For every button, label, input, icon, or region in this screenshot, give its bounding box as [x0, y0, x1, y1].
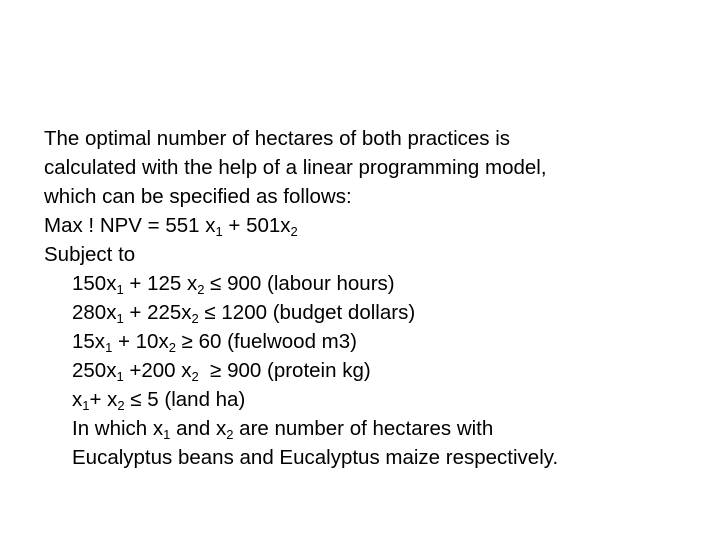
constraint-land	[44, 385, 704, 414]
constraint-subscript: 1	[116, 311, 124, 326]
constraint-subscript: 2	[168, 340, 176, 355]
constraint-bound: ≥ 900 (protein kg)	[198, 359, 371, 382]
closing-line-1	[72, 414, 704, 443]
constraint-bound: ≥ 60 (fuelwood m3)	[175, 330, 357, 353]
closing-text: and x	[170, 417, 227, 440]
objective-sub-1: 1	[215, 224, 223, 239]
closing-subscript: 1	[163, 427, 171, 442]
constraint-bound: ≤ 5 (land ha)	[124, 388, 246, 411]
objective-function	[44, 211, 704, 240]
constraint-bound: ≤ 900 (labour hours)	[204, 272, 395, 295]
objective-middle: + 501x	[222, 214, 291, 237]
constraint-term: + 125 x	[123, 272, 198, 295]
constraint-protein	[44, 356, 704, 385]
closing-text: are number of hectares with	[233, 417, 494, 440]
constraint-fuelwood	[44, 327, 704, 356]
objective-prefix: Max ! NPV = 551 x	[44, 214, 216, 237]
objective-sub-2: 2	[290, 224, 298, 239]
constraint-subscript: 2	[191, 369, 199, 384]
constraint-term: x	[72, 388, 83, 411]
constraint-subscript: 1	[116, 369, 124, 384]
constraint-subscript: 1	[82, 398, 90, 413]
closing-line-2: Eucalyptus beans and Eucalyptus maize respectively.	[72, 446, 559, 469]
constraint-term: 150x	[72, 272, 117, 295]
constraint-subscript: 2	[197, 282, 205, 297]
constraint-subscript: 1	[116, 282, 124, 297]
constraint-term: + 225x	[123, 301, 192, 324]
constraint-subscript: 1	[105, 340, 113, 355]
constraint-budget	[44, 298, 704, 327]
constraint-term: 280x	[72, 301, 117, 324]
constraint-bound: ≤ 1200 (budget dollars)	[198, 301, 416, 324]
slide-body	[44, 124, 704, 472]
intro-line-3: which can be specified as follows:	[44, 185, 352, 208]
constraint-labour	[44, 269, 704, 298]
intro-line-2: calculated with the help of a linear programming model,	[44, 156, 547, 179]
constraint-term: 250x	[72, 359, 117, 382]
constraint-term: 15x	[72, 330, 106, 353]
closing-subscript: 2	[226, 427, 234, 442]
intro-line-1: The optimal number of hectares of both practices is	[44, 127, 511, 150]
constraint-subscript: 2	[117, 398, 125, 413]
intro-paragraph	[44, 124, 704, 211]
constraint-term: +200 x	[123, 359, 192, 382]
constraint-term: + 10x	[112, 330, 169, 353]
constraint-term: + x	[89, 388, 118, 411]
subject-to-label: Subject to	[44, 243, 136, 266]
closing-text: In which x	[72, 417, 164, 440]
closing-paragraph	[44, 414, 704, 472]
constraint-subscript: 2	[191, 311, 199, 326]
